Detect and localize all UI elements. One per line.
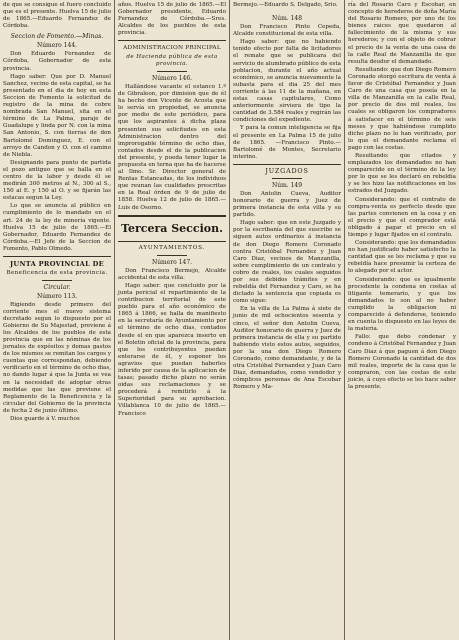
- paragraph: Y para la comun inteligencia se fija el presente en La Palma 15 de julio de 1865. —Francisco Pinto.—Bartolomé de Montes, Secretario interino.: [233, 125, 341, 160]
- section-heading-administracion: ADMINISTRACION PRINCIPAL: [123, 45, 221, 52]
- circular-heading: Circular.: [43, 283, 71, 291]
- notice-number: Núm. 149: [271, 181, 303, 189]
- juzgados-heading: JUZGADOS: [265, 166, 309, 175]
- column-4: [344, 0, 459, 640]
- notice-number: Número 146.: [151, 74, 193, 82]
- paragraph: Hago saber: que concluido por la junta pericial el repartimiento de la contribucion territorial de este pueblo para el año económico de 1865 á 1866, se halla de manifiesto en la secretaría de Ayuntamiento por el término de ocho dias, contados desde el en que aparezca inserto en el Boletin oficial de la provincia, para que los contribuyentes puedan enterarse de él, y esponer los agravios que puedan haberles inferido por causa de la aplicacion de tasas; pasado dicho plazo no serán oidas sus reclamaciones y se procederá á remitirlo á la Superioridad para su aprobacion. Villablanca 10 de julio de 1865.—Francisco: [118, 282, 226, 417]
- paragraph: Hallándose vacante el estanco 1.º de Gibraleon, por dimision que de él ha hecho don Vicente de Acosta que lo servía en propiedad, se anuncia por medio de este periódico, para que los aspirantes á dicha plaza presenten sus solicitudes en esta Administracion dentro del improrogable término de ocho dias, contados desde el de la publicacion del presente, y pueda tener lugar la propuesta en terna que ha de hacerse al Ilmo. Sr. Director general de Rentas Estancadas, de los individuos que reunan las cualidades prescritas en la Real órden de 9 de julio de 1858. Huelva 12 de julio de 1865.—Luis de Osorno.: [118, 83, 226, 211]
- paragraph: Considerando: que es igualmente procedente la condena en costas al litigante temerario, y que los demandados lo son al no haber cumplido la obligacion ni comparecido á defenderse, teniendo en cuenta lo dispuesto en las leyes de la materia.: [348, 276, 456, 333]
- notice-number: Número 113.: [36, 292, 78, 300]
- paragraph: Designando para punto de partida el pozo antiguo que se halla en el centro de la labor y desde él se medirán 300 metros al N., 300 al S., 150 al E. y 150 al O. y se fijarán las estacas segun la Ley.: [3, 159, 111, 202]
- paragraph: Resultando: que don Diego Romero Coronado otorgó escritura de venta á favor de Cristóbal Fernandez y Juan Caro de una casa que poseía en la villa de Manzanilla en la calle Real, por precio de dos mil reales, los cuales se obligaron los compradores á satisfacer en el término de seis meses y que habiéndose cumplido dicho plazo no lo han verificado, por lo que el demandante reclama el pago con las costas.: [348, 66, 456, 151]
- notice-number: Núm. 148: [271, 15, 303, 23]
- notice-number: Número 144.: [36, 42, 78, 50]
- continued-paragraph: Bermejo.—Eduardo S. Delgado, Srio.: [233, 2, 338, 8]
- paragraph: Hago saber: que no habiendo tenido efecto por falta de licitadores el remate que se publicara del servicio de alumbrado público de esta poblacion, durante el año actual económico, se anuncia nuevamente la subasta para el dia 25 del mes corriente á las 11 de la mañana, en estas casas capitulares, Como anteriormente sirviera de tipo la cantidad de 3.584 reales y regirán las condiciones del expediente.: [233, 39, 341, 124]
- short-divider: [272, 178, 302, 179]
- column-3: [229, 0, 344, 640]
- paragraph: Dios guarde á V. muchos: [10, 416, 80, 422]
- divider: [118, 241, 226, 242]
- paragraph: Rigiendo desde primero del corriente mes el nuevo sistema decretado segun lo dispuesto por el Gobierno de Su Majestad, previene á los Alcaldes de los pueblos de esta provincia que en las nóminas de los jornales de expósitos y demas gastos de los mismos se remitan los cargos y cuentas que correspondan, debiendo verificarlo en el término de ocho dias, no dando lugar á que la Junta se vea en la necesidad de adoptar otras medidas que las que previene el Reglamento de la Beneficencia y la circular del Gobierno de la provincia de fecha 2 de junio último.: [3, 301, 111, 414]
- paragraph: Don Eduardo Fernandez de Córdoba, Gobernador de esta provincia.: [3, 51, 111, 72]
- paragraph: Fallo: que debo condenar y condeno á Cristóbal Fernandez y Juan Caro Diaz á que paguen á don Diego Romero Coronado la cantidad de dos mil reales, importe de la casa que le compraron, con las costas de este juicio, á cuyo efecto se les hace saber la presente.: [348, 334, 457, 390]
- divider: [3, 256, 111, 257]
- paragraph: Resultando: que citados y emplazados los demandados no han comparecido en el término de la ley por lo que se les declaró en rebeldía y se les hizo las notificaciones en los estrados del Juzgado.: [348, 152, 456, 195]
- column-1: [0, 0, 114, 640]
- continued-paragraph: de que se consigue el fuero concluido que es el presente. Huelva 15 de julio de 1865.—Eduardo Fernandez de Córdoba.: [3, 2, 111, 30]
- paragraph: Hago saber: que en este Juzgado y por la escribanía del que suscribe se siguen autos ordinarios á instancia de don Diego Romero Coronado contra Cristóbal Fernandez y Juan Caro Diaz, vecinos de Manzanilla, sobre cumplimiento de un contrato y cobro de reales, los cuales seguidos por sus debidos trámites y en rebeldía del Fernandez y Caro, se ha dictado la sentencia que copiada es como sigue:: [233, 220, 341, 305]
- section-heading-junta: JUNTA PROVINCIAL DE: [10, 260, 104, 268]
- ayuntamientos-heading: AYUNTAMIENTOS.: [138, 244, 206, 251]
- paragraph: Considerando: que los demandados no han justificado haber satisfecho la cantidad que se les reclama y que su rebeldía hace presumir la certeza de lo alegado por el actor.: [348, 240, 456, 275]
- paragraph: Don Antolin Cueva, Auditor honorario de guerra y Juez de primera instancia de esta villa y su partido.: [233, 190, 341, 219]
- short-divider: [42, 280, 72, 281]
- divider: [233, 164, 341, 165]
- divider: [118, 215, 226, 217]
- paragraph: Don Francisco Pinto Cepeda, Alcalde constitucional de esta villa.: [233, 24, 341, 38]
- notice-number: Número 147.: [151, 258, 193, 266]
- continued-paragraph: ría del Rosario Caro y Escobar, en concepto de herederos de doña María del Rosario Romero, por uno de los bienes raices que quedaron al fallecimiento de la misma y sus herederos; y con el objeto de cobrar el precio de la venta de una casa de la calle Real de Manzanilla de que resulta deudor el demandado.: [348, 2, 456, 65]
- short-divider: [157, 71, 187, 72]
- continued-paragraph: años. Huelva 15 de julio de 1865.—El Gobernador presidente, Eduardo Fernandez de Córdoba.—Sres. Alcaldes de los pueblos de esta provincia.: [118, 2, 226, 37]
- section-subheading: de Hacienda pública de esta provincia.: [126, 53, 218, 67]
- paragraph: En la villa de La Palma á siete de junio de mil ochocientos sesenta y cinco, el señor don Antolin Cueva, Auditor honorario de guerra y Juez de primera instancia de ella y su partido habiendo visto estos autos, seguidos, por la una don Diego Romero Coronado, como demandante, y de la otra Cristóbal Fernandez y Juan Caro Diaz, demandados, como vendedor y cómplices personas de Ana Escobar Romero y Ma-: [233, 306, 341, 391]
- short-divider: [157, 255, 187, 256]
- paragraph: Don Francisco Bermejo, Alcalde accidental de esta villa.: [118, 267, 226, 281]
- column-2: [114, 0, 229, 640]
- paragraph: Considerando: que el contrato de compra-venta es perfecto desde que las partes convienen en la cosa y en el precio y que el comprador está obligado á pagar el precio en el tiempo y lugar fijados en el contrato.: [348, 196, 456, 238]
- paragraph: Hago saber: Que por D. Manuel Sanchez, vecino de esta capital, se ha presentado en el dia de hoy en esta Seccion de Fomento la solicitud de registro de la mina de cobre nombrada San Manuel, sita en el término de La Palma, paraje de Guadalupe y linda por N. con la mina San Antonio, S. con tierras de don Bartolomé Dominguez, E. con el arroyo de Candon y O. con el camino de Niebla.: [3, 73, 111, 158]
- section-heading-tercera: Tercera Seccion.: [121, 221, 223, 235]
- section-heading-fomento: Seccion de Fomento.—Minas.: [10, 33, 104, 41]
- section-subheading: Beneficencia de esta provincia.: [6, 269, 108, 276]
- divider: [118, 40, 226, 41]
- paragraph: Lo que se anuncia al público en cumplimiento de lo mandado en el art. 24 de la ley de minería vigente. Huelva 15 de julio de 1865.—El Gobernador, Eduardo Fernandez de Córdoba.—El Jefe de la Seccion de Fomento, Pablo Olmedo.: [3, 203, 111, 252]
